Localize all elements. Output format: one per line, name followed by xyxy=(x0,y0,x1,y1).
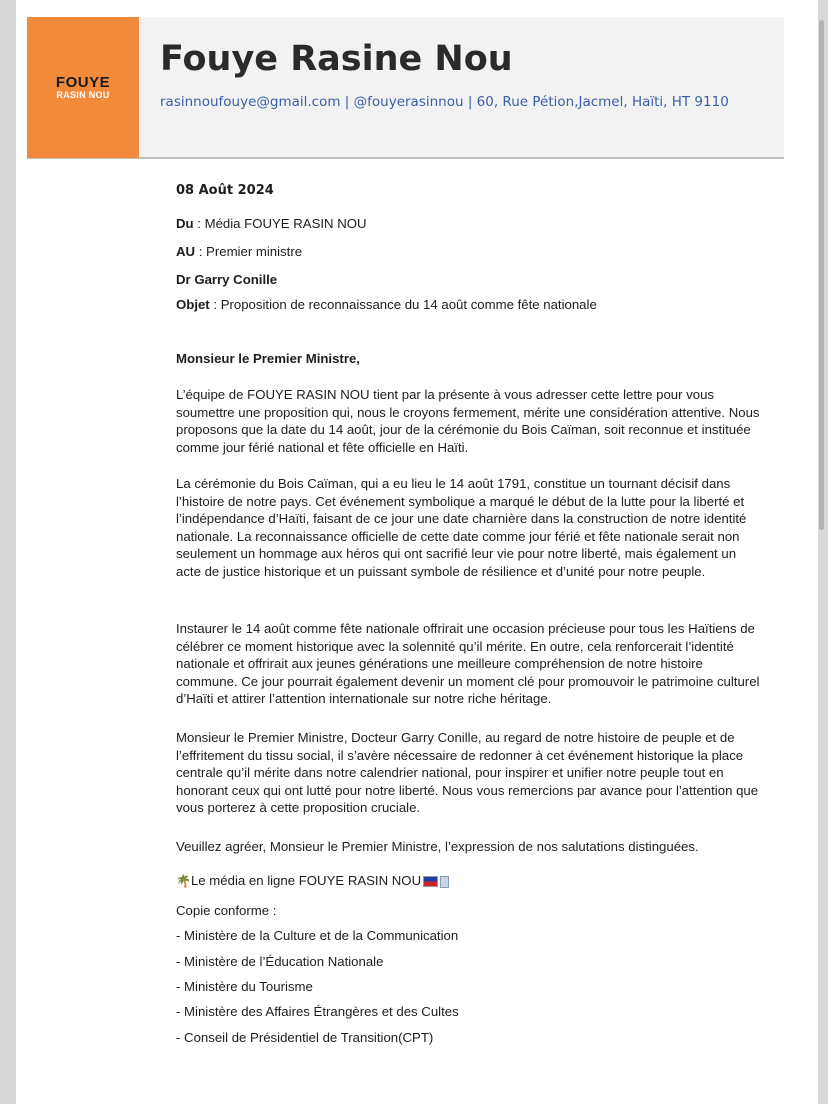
to-value: : Premier ministre xyxy=(195,244,303,259)
paragraph-2: La cérémonie du Bois Caïman, qui a eu lieu le 14 août 1791, constitue un tournant décisif dans l’histoire de notre pays. Cet événement symbolique a marqué le début de la lutte pour la liberté et l’indépendance d’Haïti, faisant de ce jour une date charnière dans la construction de notre identité nationale. La reconnaissance officielle de cette date comme jour férié et fête nationale serait non seulement un hommage aux héros qui ont sacrifié leur vie pour notre liberté, mais également un acte de justice historique et un puissant symbole de résilience et d’unité pour notre peuple. xyxy=(176,476,747,579)
haiti-flag-icon xyxy=(423,876,438,887)
copy-label: Copie conforme : xyxy=(176,903,277,918)
paragraph-4: Monsieur le Premier Ministre, Docteur Garry Conille, au regard de notre histoire de peuple et de l’effritement du tissu social, il s’avère nécessaire de redonner à cet événement historique la place centrale qu’il mérite dans notre calendrier national, pour inspirer et unifier notre peuple tout en honorant ceux qui ont lutté pour notre liberté. Nous vous remercions par avance pour l’attention que vous porterez à cette proposition cruciale. xyxy=(176,730,759,816)
contact-line: rasinnoufouye@gmail.com | @fouyerasinnou | 60, Rue Pétion,Jacmel, Haïti, HT 9110 xyxy=(160,94,729,110)
letter-date: 08 Août 2024 xyxy=(176,183,274,198)
recipient-name: Dr Garry Conille xyxy=(176,272,278,287)
subject-line xyxy=(176,297,597,312)
logo-top-text: FOUYE xyxy=(55,74,111,91)
copy-item: - Conseil de Présidentiel de Transition(CPT) xyxy=(176,1030,434,1045)
copy-item: - Ministère de la Culture et de la Communication xyxy=(176,928,459,943)
subject-label: Objet xyxy=(176,297,210,312)
to-line xyxy=(176,244,302,259)
logo-bottom-text: RASIN NOU xyxy=(56,90,110,100)
salutation: Monsieur le Premier Ministre, xyxy=(176,351,360,366)
paragraph-3: Instaurer le 14 août comme fête nationale offrirait une occasion précieuse pour tous les Haïtiens de célébrer ce moment historique avec la solennité qu’il mérite. En outre, cela renforcerait l’identité nationale et offrirait aux jeunes générations une meilleure compréhension de notre histoire commune. Ce jour pourrait également devenir un moment clé pour promouvoir le patrimoine culturel d’Haïti et attirer l’attention internationale sur notre riche héritage. xyxy=(176,621,760,707)
copy-item: - Ministère des Affaires Étrangères et des Cultes xyxy=(176,1004,459,1019)
scrollbar[interactable] xyxy=(819,20,824,530)
subject-value: : Proposition de reconnaissance du 14 août comme fête nationale xyxy=(209,297,597,312)
paragraph-closing: Veuillez agréer, Monsieur le Premier Ministre, l’expression de nos salutations distinguées. xyxy=(176,839,699,854)
signature-text: Le média en ligne FOUYE RASIN NOU xyxy=(190,873,422,888)
signature-line xyxy=(176,873,449,888)
paragraph-1: L’équipe de FOUYE RASIN NOU tient par la présente à vous adresser cette lettre pour vous soumettre une proposition qui, nous le croyons fermement, mérite une considération attentive. Nous proposons que la date du 14 août, jour de la cérémonie du Bois Caïman, soit reconnue et instituée comme jour férié national et fête officielle en Haïti. xyxy=(176,387,760,455)
from-line xyxy=(176,216,367,231)
palm-tree-icon: 🌴 xyxy=(176,874,191,888)
from-value: : Média FOUYE RASIN NOU xyxy=(193,216,367,231)
to-label: AU xyxy=(176,244,196,259)
logo xyxy=(27,17,139,158)
copy-item: - Ministère de l’Éducation Nationale xyxy=(176,954,384,969)
copy-item: - Ministère du Tourisme xyxy=(176,979,313,994)
from-label: Du xyxy=(176,216,194,231)
newspaper-icon xyxy=(440,876,449,888)
letterhead xyxy=(27,17,784,159)
organization-title: Fouye Rasine Nou xyxy=(160,39,513,79)
recipient-line xyxy=(176,272,277,287)
